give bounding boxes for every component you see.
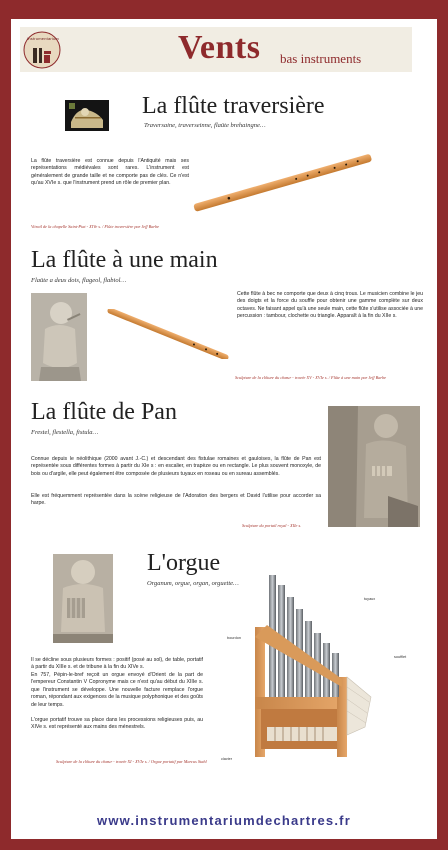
- caption-flute-une-main: Sculpture de la clôture du chœur - travée XV - XVIe s. / Flûte à une main par Jeff Barbe: [235, 375, 387, 380]
- sculpture-photo-orgue: [53, 554, 113, 643]
- section-title-flute-pan: La flûte de Pan: [31, 399, 177, 425]
- body-orgue-2: En 757, Pépin-le-bref reçoit un orgue envoyé d'Orient de la part de l'empereur Constantin V Copronyme mais ce n'est qu'au début du XIIIe s. que l'instrument se développe. Une nouvelle facture remplace l'orgue roman, répondant aux exigences de la musique polyphonique et des goûts de leur temps.: [31, 672, 203, 708]
- content-panel: [11, 19, 437, 839]
- body-flute-pan-2: Elle est fréquemment représentée dans la scène religieuse de l'Adoration des bergers et David l'utilise pour accorder sa harpe.: [31, 493, 321, 507]
- body-flute-pan-1: Connue depuis le néolithique (2000 avant J.-C.) et descendant des fistulae romaines et gauloises, la flûte de Pan est représentée sous différentes formes à partir du XIe s : en escalier, en trapèze ou en rectangle. Le plus souvent monoxyle, de bois ou d'argile, elle peut également être composée de plusieurs tuyaux en roseau ou en sureau assemblés.: [31, 456, 321, 477]
- page-title: Vents: [178, 29, 261, 66]
- website-url[interactable]: www.instrumentariumdechartres.fr: [97, 813, 351, 828]
- section-subtitle-flute-pan: Frestel, flestella, fistula…: [31, 429, 99, 436]
- section-subtitle-orgue: Organum, orgue, organ, orguette…: [147, 580, 239, 587]
- logo-text: Instrumentarium: [27, 36, 59, 41]
- label-clavier: clavier: [221, 757, 232, 761]
- transverse-flute-image: [187, 149, 377, 219]
- body-orgue-3: L'orgue portatif trouve sa place dans les processions religieuses puis, au XIVe s. est représenté aux mains des ménestrels.: [31, 717, 203, 731]
- body-flute-une-main: Cette flûte à bec ne comporte que deux à cinq trous. Le musicien combine le jeu des doigts et la force du souffle pour obtenir une gamme complète sur deux octaves. Ne faisant appel qu'à une seule main, cette flûte s'utilise associée à une percussion : tambour, clochette ou triangle. Apparaît à la fin du XIIe s.: [237, 291, 423, 320]
- caption-flute-pan: Sculpture du portail royal - XIIe s.: [242, 523, 302, 528]
- page-subtitle: bas instruments: [280, 51, 362, 66]
- caption-flute-traversiere: Vitrail de la chapelle Saint-Piat - XIVe s. / Flûte traversière par Jeff Barbe: [31, 224, 160, 229]
- label-bourdon: bourdon: [227, 636, 241, 640]
- caption-orgue: Sculpture de la clôture du chœur - travée XI - XVIe s. / Orgue portatif par Marcus Stahl: [56, 759, 207, 764]
- stained-glass-photo: [65, 100, 109, 131]
- portative-organ-image: [247, 567, 377, 777]
- section-subtitle-flute-une-main: Flaüte a deus dois, flageol, flabiol…: [31, 277, 127, 284]
- body-flute-traversiere: La flûte traversière est connue depuis l'Antiquité mais ses représentations médiévales sont rares. L'instrument est généralement de grande taille et ne comporte pas de clés. Ce n'est qu'au XVIe s. que l'instrument prend un rôle de premier plan.: [31, 158, 189, 187]
- section-title-orgue: L'orgue: [147, 550, 221, 576]
- body-orgue-1: Il se décline sous plusieurs formes : positif (posé au sol), de table, portatif à partir du XIIIe s. et de tribune à la fin du XIVe s.: [31, 657, 203, 671]
- one-hand-flute-image: [101, 309, 236, 359]
- label-tuyaux: tuyaux: [364, 597, 376, 601]
- section-title-flute-traversiere: La flûte traversière: [142, 93, 325, 119]
- sculpture-photo-une-main: [31, 293, 87, 381]
- label-soufflet: soufflet: [394, 655, 407, 659]
- section-title-flute-une-main: La flûte à une main: [31, 247, 218, 273]
- sculpture-photo-pan: [328, 406, 420, 527]
- section-subtitle-flute-traversiere: Traversaine, traverseinne, flaüte brehaingne…: [144, 122, 266, 129]
